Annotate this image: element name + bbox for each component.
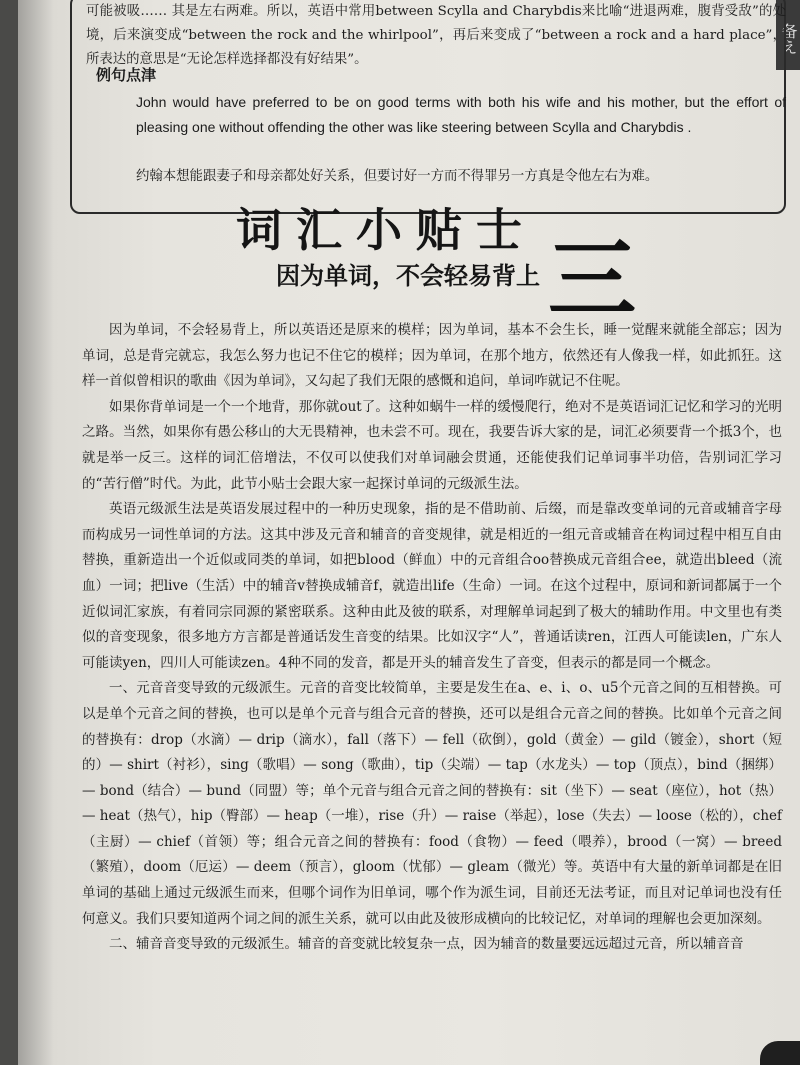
side-tab: 备え bbox=[776, 0, 800, 70]
box-intro bbox=[86, 0, 786, 72]
paragraph: 因为单词，不会轻易背上，所以英语还是原来的模样；因为单词，基本不会生长，睡一觉醒来就能全部忘；因为单词，总是背完就忘，我怎么努力也记不住它的模样；因为单词，在那个地方，依然还有人像我一样，如此抓狂。这样一首似曾相识的歌曲《因为单词》，又勾起了我们无限的感慨和追问，单词咋就记不住呢。 bbox=[82, 322, 782, 390]
book-page bbox=[18, 0, 800, 1065]
page-shadow bbox=[18, 0, 54, 1065]
page-corner bbox=[760, 1041, 800, 1065]
box-intro-text: 可能被吸…… 其是左右两难。所以，英语中常用between Scylla and Charybdis来比喻“进退两难，腹背受敌”的处境，后来演变成“between the rock and the whirlpool”，再后来变成了“between a rock and a hard place”，所表达的意思是“无论怎样选择都没有好结果”。 bbox=[86, 4, 786, 67]
example-title: 例句点津 bbox=[96, 66, 157, 84]
section-subtitle: 因为单词，不会轻易背上 bbox=[276, 262, 540, 290]
example-sentence-zh: 约翰本想能跟妻子和母亲都处好关系，但要讨好一方而不得罪另一方真是令他左右为难。 bbox=[136, 169, 659, 184]
section-number: 三 bbox=[548, 228, 637, 331]
example-sentence-en: John would have preferred to be on good terms with both his wife and his mother, but the effort of pleasing one without offending the other was like steering between Scylla and Charybdis . bbox=[136, 94, 786, 135]
paragraph: 二、辅音音变导致的元级派生。辅音的音变就比较复杂一点，因为辅音的数量要远远超过元音，所以辅音音 bbox=[109, 936, 744, 953]
paragraph: 英语元级派生法是英语发展过程中的一种历史现象，指的是不借助前、后缀，而是靠改变单词的元音或辅音字母而构成另一词性单词的方法。这其中涉及元音和辅音的音变规律，就是相近的一组元音或辅音在构词过程中相互自由替换，重新造出一个近似或同类的单词，如把blood（鲜血）中的元音组合oo替换成元音组合ee，就造出bleed（流血）一词；把live（生活）中的辅音v替换成辅音f，就造出life（生命）一词。在这个过程中，原词和新词都属于一个近似词汇家族，有着同宗同源的紧密联系。这种由此及彼的联系，对理解单词起到了极大的辅助作用。中文里也有类似的音变现象，很多地方方言都是普通话发生音变的结果。比如汉字“人”，普通话读ren，江西人可能读len，广东人可能读yen，四川人可能读zen。4种不同的发音，都是开头的辅音发生了音变，但表示的都是同一个概念。 bbox=[82, 501, 782, 671]
paragraph: 一、元音音变导致的元级派生。元音的音变比较简单，主要是发生在a、e、i、o、u5个元音之间的互相替换。可以是单个元音之间的替换，也可以是单个元音与组合元音的替换，还可以是组合元音之间的替换。比如单个元音之间的替换有：drop（水滴）— drip（滴水），fall（落下）— fell（砍倒），gold（黄金）— gild（镀金），short（短的）— shirt（衬衫），sing（歌唱）— song（歌曲），tip（尖端）— tap（水龙头）— top（顶点），bind（捆绑）— bond（结合）— bund（同盟）等；单个元音与组合元音之间的替换有：sit（坐下）— seat（座位），hot（热）— heat（热气），hip（臀部）— heap（一堆），rise（升）— raise（举起），lose（失去）— loose（松的），chef（主厨）— chief（首领）等；组合元音之间的替换有：food（食物）— feed（喂养），brood（一窝）— breed（繁殖），doom（厄运）— deem（预言），gloom（忧郁）— gleam（微光）等。英语中有大量的新单词都是在旧单词的基础上通过元级派生而来，但哪个词作为旧单词，哪个作为派生词，目前还无法考证，而且对记单词也没有任何意义。我们只要知道两个词之间的派生关系，就可以由此及彼形成横向的比较记忆，对单词的理解也会更加深刻。 bbox=[82, 680, 782, 927]
paragraph: 如果你背单词是一个一个地背，那你就out了。这种如蜗牛一样的缓慢爬行，绝对不是英语词汇记忆和学习的光明之路。当然，如果你有愚公移山的大无畏精神，也未尝不可。现在，我要告诉大家的是，词汇必须要背一个抵3个，也就是举一反三。这样的词汇倍增法，不仅可以使我们对单词融会贯通，还能使我们记单词事半功倍，告别词汇学习的“苦行僧”时代。为此，此节小贴士会跟大家一起探讨单词的元级派生法。 bbox=[82, 398, 782, 492]
body-text bbox=[82, 318, 782, 958]
section-title: 词汇小贴士 bbox=[236, 203, 536, 257]
